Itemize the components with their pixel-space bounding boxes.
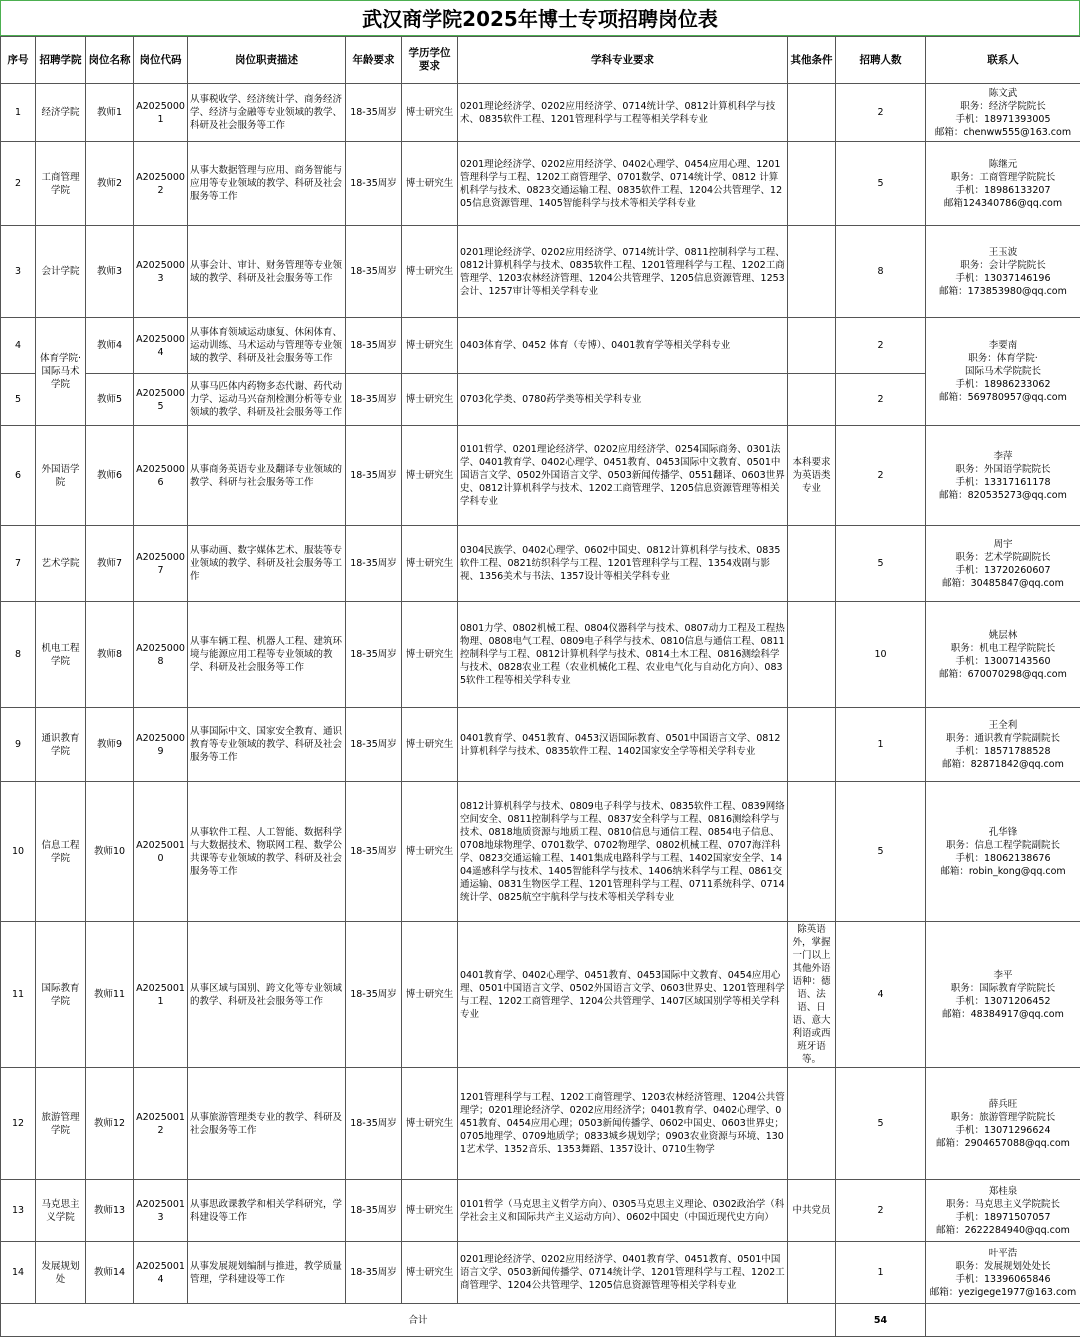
contact-phone: 手机：13396065846 bbox=[928, 1273, 1078, 1286]
cell-major: 0401教育学、0451教育、0453汉语国际教育、0501中国语言文学、0812计算机科学与技术、0835软件工程、1402国家安全学等相关学科专业 bbox=[458, 708, 788, 782]
contact-name: 周宇 bbox=[928, 538, 1078, 551]
contact-title: 职务：通识教育学院副院长 bbox=[928, 732, 1078, 745]
cell-college: 经济学院 bbox=[36, 84, 86, 142]
cell-contact bbox=[926, 602, 1080, 708]
contact-email: 邮箱：670070298@qq.com bbox=[928, 668, 1078, 681]
cell-duty: 从事发展规划编制与推进，教学质量管理，学科建设等工作 bbox=[188, 1242, 346, 1304]
cell-college: 马克思主义学院 bbox=[36, 1180, 86, 1242]
contact-title: 职务：机电工程学院院长 bbox=[928, 642, 1078, 655]
cell-seq: 14 bbox=[1, 1242, 36, 1304]
cell-post-code: A20250009 bbox=[134, 708, 188, 782]
contact-title: 职务：国际教育学院院长 bbox=[928, 982, 1078, 995]
contact-email: 邮箱：robin_kong@qq.com bbox=[928, 865, 1078, 878]
cell-post-name: 教师3 bbox=[86, 226, 134, 318]
cell-post-code: A20250002 bbox=[134, 142, 188, 226]
cell-contact bbox=[926, 318, 1080, 426]
header-major: 学科专业要求 bbox=[458, 37, 788, 84]
cell-duty: 从事动画、数字媒体艺术、服装等专业领域的教学、科研及社会服务等工作 bbox=[188, 526, 346, 602]
cell-seq: 7 bbox=[1, 526, 36, 602]
header-post-name: 岗位名称 bbox=[86, 37, 134, 84]
header-age: 年龄要求 bbox=[346, 37, 402, 84]
cell-duty: 从事会计、审计、财务管理等专业领域的教学、科研及社会服务等工作 bbox=[188, 226, 346, 318]
contact-email: 邮箱：569780957@qq.com bbox=[928, 391, 1078, 404]
cell-age: 18-35周岁 bbox=[346, 1068, 402, 1180]
cell-age: 18-35周岁 bbox=[346, 708, 402, 782]
table-body bbox=[1, 84, 1080, 1304]
cell-count: 5 bbox=[836, 142, 926, 226]
contact-email: 邮箱：chenww555@163.com bbox=[928, 126, 1078, 139]
cell-major: 0304民族学、0402心理学、0602中国史、0812计算机科学与技术、0835软件工程、0821纺织科学与工程、1201管理科学与工程、1354戏剧与影视、1356美术与书法、1357设计等相关学科专业 bbox=[458, 526, 788, 602]
cell-post-name: 教师14 bbox=[86, 1242, 134, 1304]
cell-major: 0201理论经济学、0202应用经济学、0402心理学、0454应用心理、1201管理科学与工程、1202工商管理学、0701数学、0714统计学、0812 计算机科学与技术、0823交通运输工程、0835软件工程、1204公共管理学、1205信息资源管理、1405智能科学与技术等相关学科专业 bbox=[458, 142, 788, 226]
total-count: 54 bbox=[836, 1304, 926, 1337]
cell-age: 18-35周岁 bbox=[346, 1180, 402, 1242]
cell-seq: 5 bbox=[1, 374, 36, 426]
cell-major: 0401教育学、0402心理学、0451教育、0453国际中文教育、0454应用心理、0501中国语言文学、0502外国语言文学、0603世界史、1201管理科学与工程、1202工商管理学、1204公共管理学、1407区域国别学等相关学科专业 bbox=[458, 922, 788, 1068]
cell-count: 4 bbox=[836, 922, 926, 1068]
sheet-title: 武汉商学院2025年博士专项招聘岗位表 bbox=[0, 0, 1080, 36]
cell-college: 信息工程学院 bbox=[36, 782, 86, 922]
cell-seq: 1 bbox=[1, 84, 36, 142]
cell-degree: 博士研究生 bbox=[402, 922, 458, 1068]
contact-name: 薛兵旺 bbox=[928, 1098, 1078, 1111]
cell-degree: 博士研究生 bbox=[402, 782, 458, 922]
table-row bbox=[1, 84, 1080, 142]
cell-age: 18-35周岁 bbox=[346, 226, 402, 318]
cell-post-code: A20250014 bbox=[134, 1242, 188, 1304]
cell-seq: 9 bbox=[1, 708, 36, 782]
contact-phone: 手机：18971393005 bbox=[928, 113, 1078, 126]
contact-email: 邮箱：173853980@qq.com bbox=[928, 285, 1078, 298]
contact-title: 职务：艺术学院副院长 bbox=[928, 551, 1078, 564]
total-contact-empty bbox=[926, 1304, 1080, 1337]
cell-duty: 从事大数据管理与应用、商务智能与应用等专业领域的教学、科研及社会服务等工作 bbox=[188, 142, 346, 226]
cell-age: 18-35周岁 bbox=[346, 84, 402, 142]
contact-phone: 手机：18986233062 bbox=[928, 378, 1078, 391]
contact-title2: 国际马术学院院长 bbox=[928, 365, 1078, 378]
cell-degree: 博士研究生 bbox=[402, 1242, 458, 1304]
cell-post-name: 教师9 bbox=[86, 708, 134, 782]
table-row bbox=[1, 142, 1080, 226]
cell-other: 本科要求为英语类专业 bbox=[788, 426, 836, 526]
table-row bbox=[1, 1242, 1080, 1304]
header-other: 其他条件 bbox=[788, 37, 836, 84]
contact-phone: 手机：13007143560 bbox=[928, 655, 1078, 668]
contact-email: 邮箱：2904657088@qq.com bbox=[928, 1137, 1078, 1150]
cell-college: 工商管理学院 bbox=[36, 142, 86, 226]
table-row bbox=[1, 526, 1080, 602]
table-row bbox=[1, 708, 1080, 782]
header-college: 招聘学院 bbox=[36, 37, 86, 84]
cell-seq: 8 bbox=[1, 602, 36, 708]
cell-post-name: 教师4 bbox=[86, 318, 134, 374]
total-label: 合计 bbox=[1, 1304, 836, 1337]
cell-seq: 13 bbox=[1, 1180, 36, 1242]
cell-post-code: A20250008 bbox=[134, 602, 188, 708]
table-row bbox=[1, 922, 1080, 1068]
cell-count: 2 bbox=[836, 374, 926, 426]
cell-seq: 2 bbox=[1, 142, 36, 226]
cell-count: 2 bbox=[836, 318, 926, 374]
cell-post-name: 教师6 bbox=[86, 426, 134, 526]
cell-degree: 博士研究生 bbox=[402, 526, 458, 602]
table-row bbox=[1, 1068, 1080, 1180]
cell-major: 0812计算机科学与技术、0809电子科学与技术、0835软件工程、0839网络空间安全、0811控制科学与工程、0837安全科学与工程、0816测绘科学与技术、0818地质资源与地质工程、0810信息与通信工程、0854电子信息、0708地球物理学、0701数学、0702物理学、0802机械工程、0707海洋科学、0823交通运输工程、1401集成电路科学与工程、1402国家安全学、1404遥感科学与技术、1405智能科学与技术、1406纳米科学与工程、0861交通运输、0831生物医学工程、1201管理科学与工程、0711系统科学、0714统计学、0825航空宇航科学与技术等相关学科专业 bbox=[458, 782, 788, 922]
cell-count: 2 bbox=[836, 84, 926, 142]
contact-name: 王玉波 bbox=[928, 246, 1078, 259]
contact-title: 职务：外国语学院院长 bbox=[928, 463, 1078, 476]
cell-contact bbox=[926, 1068, 1080, 1180]
contact-title: 职务：经济学院院长 bbox=[928, 100, 1078, 113]
cell-duty: 从事体育领域运动康复、休闲体育、运动训练、马术运动与管理等专业领域的教学、科研及社会服务等工作 bbox=[188, 318, 346, 374]
contact-name: 姚层林 bbox=[928, 629, 1078, 642]
cell-college: 艺术学院 bbox=[36, 526, 86, 602]
cell-seq: 3 bbox=[1, 226, 36, 318]
cell-seq: 6 bbox=[1, 426, 36, 526]
cell-contact bbox=[926, 426, 1080, 526]
cell-degree: 博士研究生 bbox=[402, 1180, 458, 1242]
cell-post-name: 教师11 bbox=[86, 922, 134, 1068]
cell-degree: 博士研究生 bbox=[402, 142, 458, 226]
cell-seq: 10 bbox=[1, 782, 36, 922]
cell-count: 5 bbox=[836, 1068, 926, 1180]
contact-title: 职务：体育学院· bbox=[928, 352, 1078, 365]
cell-duty: 从事思政课教学和相关学科研究，学科建设等工作 bbox=[188, 1180, 346, 1242]
cell-post-name: 教师10 bbox=[86, 782, 134, 922]
cell-contact bbox=[926, 526, 1080, 602]
contact-title: 职务：马克思主义学院院长 bbox=[928, 1198, 1078, 1211]
cell-college: 旅游管理学院 bbox=[36, 1068, 86, 1180]
cell-contact bbox=[926, 226, 1080, 318]
header-contact: 联系人 bbox=[926, 37, 1080, 84]
cell-other bbox=[788, 526, 836, 602]
contact-title: 职务：发展规划处处长 bbox=[928, 1260, 1078, 1273]
cell-duty: 从事马匹体内药物多态代谢、药代动力学、运动马兴奋剂检测分析等专业领域的教学、科研及社会服务等工作 bbox=[188, 374, 346, 426]
cell-contact bbox=[926, 922, 1080, 1068]
cell-post-code: A20250007 bbox=[134, 526, 188, 602]
cell-seq: 11 bbox=[1, 922, 36, 1068]
contact-email: 邮箱：48384917@qq.com bbox=[928, 1008, 1078, 1021]
contact-name: 李平 bbox=[928, 969, 1078, 982]
cell-degree: 博士研究生 bbox=[402, 318, 458, 374]
cell-major: 0403体育学、0452 体育（专博）、0401教育学等相关学科专业 bbox=[458, 318, 788, 374]
cell-college: 发展规划处 bbox=[36, 1242, 86, 1304]
cell-duty: 从事旅游管理类专业的教学、科研及社会服务等工作 bbox=[188, 1068, 346, 1180]
recruitment-table bbox=[0, 36, 1080, 1337]
cell-post-name: 教师12 bbox=[86, 1068, 134, 1180]
table-row bbox=[1, 318, 1080, 374]
cell-post-code: A20250012 bbox=[134, 1068, 188, 1180]
cell-college: 机电工程学院 bbox=[36, 602, 86, 708]
cell-major: 1201管理科学与工程、1202工商管理学、1203农林经济管理、1204公共管理学；0201理论经济学、0202应用经济学；0401教育学、0402心理学、0451教育、0454应用心理；0503新闻传播学、0602中国史、0603世界史；0705地理学、0709地质学；0833城乡规划学；0903农业资源与环境、1301艺术学、1352音乐、1353舞蹈、1357设计、0710生物学 bbox=[458, 1068, 788, 1180]
cell-count: 5 bbox=[836, 526, 926, 602]
contact-phone: 手机：13037146196 bbox=[928, 272, 1078, 285]
table-row bbox=[1, 426, 1080, 526]
cell-major: 0801力学、0802机械工程、0804仪器科学与技术、0807动力工程及工程热物理、0808电气工程、0809电子科学与技术、0810信息与通信工程、0811控制科学与工程、0812计算机科学与技术、0814土木工程、0816测绘科学与技术、0828农业工程（农业机械化工程、农业电气化与自动化方向）、0835软件工程等相关学科专业 bbox=[458, 602, 788, 708]
table-row bbox=[1, 782, 1080, 922]
cell-post-code: A20250003 bbox=[134, 226, 188, 318]
cell-age: 18-35周岁 bbox=[346, 426, 402, 526]
cell-other bbox=[788, 1068, 836, 1180]
contact-name: 郑桂泉 bbox=[928, 1185, 1078, 1198]
contact-phone: 手机：18971507057 bbox=[928, 1211, 1078, 1224]
contact-phone: 手机：13720260607 bbox=[928, 564, 1078, 577]
cell-major: 0101哲学（马克思主义哲学方向）、0305马克思主义理论、0302政治学（科学社会主义和国际共产主义运动方向）、0602中国史（中国近现代史方向） bbox=[458, 1180, 788, 1242]
cell-other bbox=[788, 374, 836, 426]
cell-other bbox=[788, 318, 836, 374]
contact-title: 职务：会计学院院长 bbox=[928, 259, 1078, 272]
cell-degree: 博士研究生 bbox=[402, 1068, 458, 1180]
cell-college: 外国语学院 bbox=[36, 426, 86, 526]
cell-post-code: A20250011 bbox=[134, 922, 188, 1068]
contact-email: 邮箱：yezigege1977@163.com bbox=[928, 1286, 1078, 1299]
cell-age: 18-35周岁 bbox=[346, 1242, 402, 1304]
contact-phone: 手机：18062138676 bbox=[928, 852, 1078, 865]
cell-age: 18-35周岁 bbox=[346, 782, 402, 922]
header-count: 招聘人数 bbox=[836, 37, 926, 84]
cell-college: 国际教育学院 bbox=[36, 922, 86, 1068]
cell-degree: 博士研究生 bbox=[402, 426, 458, 526]
cell-other bbox=[788, 782, 836, 922]
contact-name: 孔华锋 bbox=[928, 826, 1078, 839]
contact-title: 职务：旅游管理学院院长 bbox=[928, 1111, 1078, 1124]
cell-other bbox=[788, 1242, 836, 1304]
cell-post-name: 教师7 bbox=[86, 526, 134, 602]
table-row bbox=[1, 602, 1080, 708]
cell-major: 0101哲学、0201理论经济学、0202应用经济学、0254国际商务、0301法学、0401教育学、0402心理学、0451教育、0453国际中文教育、0501中国语言文学、0502外国语言文学、0503新闻传播学、0551翻译、0603世界史、0812计算机科学与技术、1202工商管理学、1205信息资源管理等相关学科专业 bbox=[458, 426, 788, 526]
cell-post-code: A20250001 bbox=[134, 84, 188, 142]
cell-post-code: A20250013 bbox=[134, 1180, 188, 1242]
cell-duty: 从事软件工程、人工智能、数据科学与大数据技术、物联网工程、数学公共课等专业领域的教学、科研及社会服务等工作 bbox=[188, 782, 346, 922]
contact-name: 李要南 bbox=[928, 339, 1078, 352]
cell-other bbox=[788, 226, 836, 318]
cell-degree: 博士研究生 bbox=[402, 226, 458, 318]
cell-college: 会计学院 bbox=[36, 226, 86, 318]
cell-other: 中共党员 bbox=[788, 1180, 836, 1242]
cell-age: 18-35周岁 bbox=[346, 318, 402, 374]
cell-college: 体育学院·国际马术学院 bbox=[36, 318, 86, 426]
cell-contact bbox=[926, 1180, 1080, 1242]
contact-phone: 手机：18986133207 bbox=[928, 184, 1078, 197]
cell-post-name: 教师13 bbox=[86, 1180, 134, 1242]
contact-phone: 手机：13071206452 bbox=[928, 995, 1078, 1008]
cell-other bbox=[788, 142, 836, 226]
cell-major: 0201理论经济学、0202应用经济学、0714统计学、0812计算机科学与技术、0835软件工程、1201管理科学与工程等相关学科专业 bbox=[458, 84, 788, 142]
contact-phone: 手机：18571788528 bbox=[928, 745, 1078, 758]
cell-count: 2 bbox=[836, 426, 926, 526]
table-row bbox=[1, 374, 1080, 426]
total-row bbox=[1, 1304, 1080, 1337]
cell-post-code: A20250004 bbox=[134, 318, 188, 374]
cell-contact bbox=[926, 142, 1080, 226]
header-duty: 岗位职责描述 bbox=[188, 37, 346, 84]
cell-contact bbox=[926, 708, 1080, 782]
cell-duty: 从事国际中文、国家安全教育、通识教育等专业领域的教学、科研及社会服务等工作 bbox=[188, 708, 346, 782]
contact-email: 邮箱：820535273@qq.com bbox=[928, 489, 1078, 502]
header-seq: 序号 bbox=[1, 37, 36, 84]
header-degree: 学历学位要求 bbox=[402, 37, 458, 84]
cell-count: 5 bbox=[836, 782, 926, 922]
cell-age: 18-35周岁 bbox=[346, 374, 402, 426]
cell-age: 18-35周岁 bbox=[346, 602, 402, 708]
contact-email: 邮箱：82871842@qq.com bbox=[928, 758, 1078, 771]
cell-degree: 博士研究生 bbox=[402, 374, 458, 426]
table-row bbox=[1, 1180, 1080, 1242]
contact-name: 陈文武 bbox=[928, 87, 1078, 100]
cell-degree: 博士研究生 bbox=[402, 602, 458, 708]
cell-seq: 4 bbox=[1, 318, 36, 374]
contact-email: 邮箱124340786@qq.com bbox=[928, 197, 1078, 210]
cell-count: 1 bbox=[836, 708, 926, 782]
contact-name: 陈继元 bbox=[928, 158, 1078, 171]
header-row bbox=[1, 37, 1080, 84]
cell-age: 18-35周岁 bbox=[346, 922, 402, 1068]
cell-contact bbox=[926, 1242, 1080, 1304]
cell-duty: 从事税收学、经济统计学、商务经济学、经济与金融等专业领域的教学、科研及社会服务等工作 bbox=[188, 84, 346, 142]
contact-name: 叶平浩 bbox=[928, 1247, 1078, 1260]
contact-email: 邮箱：30485847@qq.com bbox=[928, 577, 1078, 590]
cell-count: 1 bbox=[836, 1242, 926, 1304]
cell-post-code: A20250010 bbox=[134, 782, 188, 922]
cell-count: 10 bbox=[836, 602, 926, 708]
cell-post-name: 教师1 bbox=[86, 84, 134, 142]
cell-major: 0201理论经济学、0202应用经济学、0401教育学、0451教育、0501中国语言文学、0503新闻传播学、0714统计学、1201管理科学与工程、1202工商管理学、1204公共管理学、1205信息资源管理等相关学科专业 bbox=[458, 1242, 788, 1304]
cell-major: 0201理论经济学、0202应用经济学、0714统计学、0811控制科学与工程、0812计算机科学与技术、0835软件工程、1201管理科学与工程、1202工商管理学、1203农林经济管理、1204公共管理学、1205信息资源管理、1253会计、1257审计等相关学科专业 bbox=[458, 226, 788, 318]
cell-post-name: 教师2 bbox=[86, 142, 134, 226]
cell-other: 除英语外，掌握一门以上其他外语语种：德语、法语、日语、意大利语或西班牙语等。 bbox=[788, 922, 836, 1068]
contact-email: 邮箱：2622284940@qq.com bbox=[928, 1224, 1078, 1237]
cell-count: 8 bbox=[836, 226, 926, 318]
cell-post-code: A20250005 bbox=[134, 374, 188, 426]
cell-post-code: A20250006 bbox=[134, 426, 188, 526]
cell-other bbox=[788, 708, 836, 782]
cell-age: 18-35周岁 bbox=[346, 526, 402, 602]
header-post-code: 岗位代码 bbox=[134, 37, 188, 84]
contact-title: 职务：信息工程学院副院长 bbox=[928, 839, 1078, 852]
cell-college: 通识教育学院 bbox=[36, 708, 86, 782]
contact-name: 李萍 bbox=[928, 450, 1078, 463]
cell-duty: 从事车辆工程、机器人工程、建筑环境与能源应用工程等专业领域的教学、科研及社会服务等工作 bbox=[188, 602, 346, 708]
cell-seq: 12 bbox=[1, 1068, 36, 1180]
contact-phone: 手机：13071296624 bbox=[928, 1124, 1078, 1137]
cell-count: 2 bbox=[836, 1180, 926, 1242]
cell-major: 0703化学类、0780药学类等相关学科专业 bbox=[458, 374, 788, 426]
cell-duty: 从事商务英语专业及翻译专业领域的教学、科研与社会服务等工作 bbox=[188, 426, 346, 526]
cell-contact bbox=[926, 782, 1080, 922]
cell-duty: 从事区域与国别、跨文化等专业领域的教学、科研及社会服务等工作 bbox=[188, 922, 346, 1068]
cell-degree: 博士研究生 bbox=[402, 84, 458, 142]
table-row bbox=[1, 226, 1080, 318]
contact-title: 职务：工商管理学院院长 bbox=[928, 171, 1078, 184]
cell-age: 18-35周岁 bbox=[346, 142, 402, 226]
cell-post-name: 教师8 bbox=[86, 602, 134, 708]
cell-contact bbox=[926, 84, 1080, 142]
cell-other bbox=[788, 602, 836, 708]
contact-name: 王全利 bbox=[928, 719, 1078, 732]
cell-post-name: 教师5 bbox=[86, 374, 134, 426]
cell-degree: 博士研究生 bbox=[402, 708, 458, 782]
cell-other bbox=[788, 84, 836, 142]
contact-phone: 手机：13317161178 bbox=[928, 476, 1078, 489]
